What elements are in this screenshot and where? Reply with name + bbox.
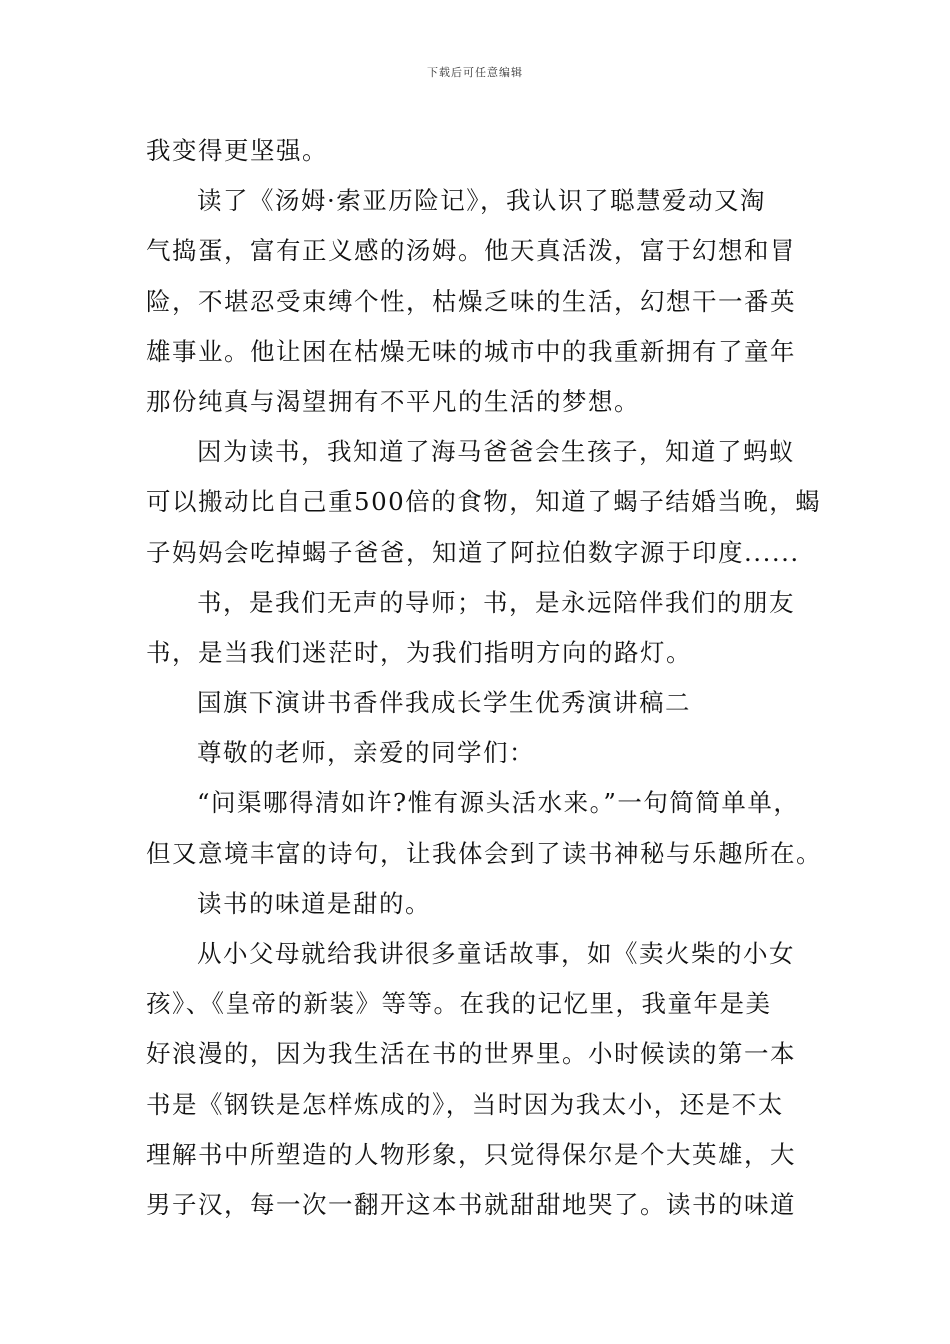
text-line: 因为读书，我知道了海马爸爸会生孩子，知道了蚂蚁 (197, 437, 795, 467)
text-line: 我变得更坚强。 (146, 136, 328, 165)
text-line: 书是《钢铁是怎样炼成的》，当时因为我太小，还是不太 (146, 1089, 784, 1119)
text-line: 子妈妈会吃掉蝎子爸爸，知道了阿拉伯数字源于印度...... (146, 537, 800, 567)
salutation: 尊敬的老师，亲爱的同学们： (197, 738, 535, 768)
text-line: 那份纯真与渴望拥有不平凡的生活的梦想。 (146, 386, 640, 416)
body-text (146, 126, 822, 1230)
text-line: “问渠哪得清如许?惟有源头活水来。”一句简简单单， (197, 788, 800, 818)
text-line: 读书的味道是甜的。 (197, 888, 431, 918)
text-line: 孩》、《皇帝的新装》等等。在我的记忆里，我童年是美 (146, 989, 772, 1019)
text-line: 书，是我们无声的导师；书，是永远陪伴我们的朋友 (197, 587, 795, 617)
text-line: 雄事业。他让困在枯燥无味的城市中的我重新拥有了童年 (146, 336, 796, 366)
section-heading: 国旗下演讲书香伴我成长学生优秀演讲稿二 (197, 688, 691, 718)
text-line: 气捣蛋，富有正义感的汤姆。他天真活泼，富于幻想和冒 (146, 236, 796, 266)
text-line: 书，是当我们迷茫时，为我们指明方向的路灯。 (146, 637, 692, 667)
text-line: 男子汉，每一次一翻开这本书就甜甜地哭了。读书的味道 (146, 1189, 796, 1219)
text-line: 理解书中所塑造的人物形象，只觉得保尔是个大英雄，大 (146, 1139, 796, 1169)
page-header: 下载后可任意编辑 (427, 66, 523, 79)
text-line: 读了《汤姆·索亚历险记》，我认识了聪慧爱动又淘 (197, 186, 767, 216)
text-line: 从小父母就给我讲很多童话故事，如《卖火柴的小女 (197, 939, 795, 968)
text-line: 好浪漫的，因为我生活在书的世界里。小时候读的第一本 (146, 1039, 796, 1069)
text-line: 但又意境丰富的诗句，让我体会到了读书神秘与乐趣所在。 (146, 838, 822, 868)
text-line: 可以搬动比自己重500倍的食物，知道了蝎子结婚当晚，蝎 (146, 487, 822, 517)
text-line: 险，不堪忍受束缚个性，枯燥乏味的生活，幻想干一番英 (146, 286, 796, 316)
